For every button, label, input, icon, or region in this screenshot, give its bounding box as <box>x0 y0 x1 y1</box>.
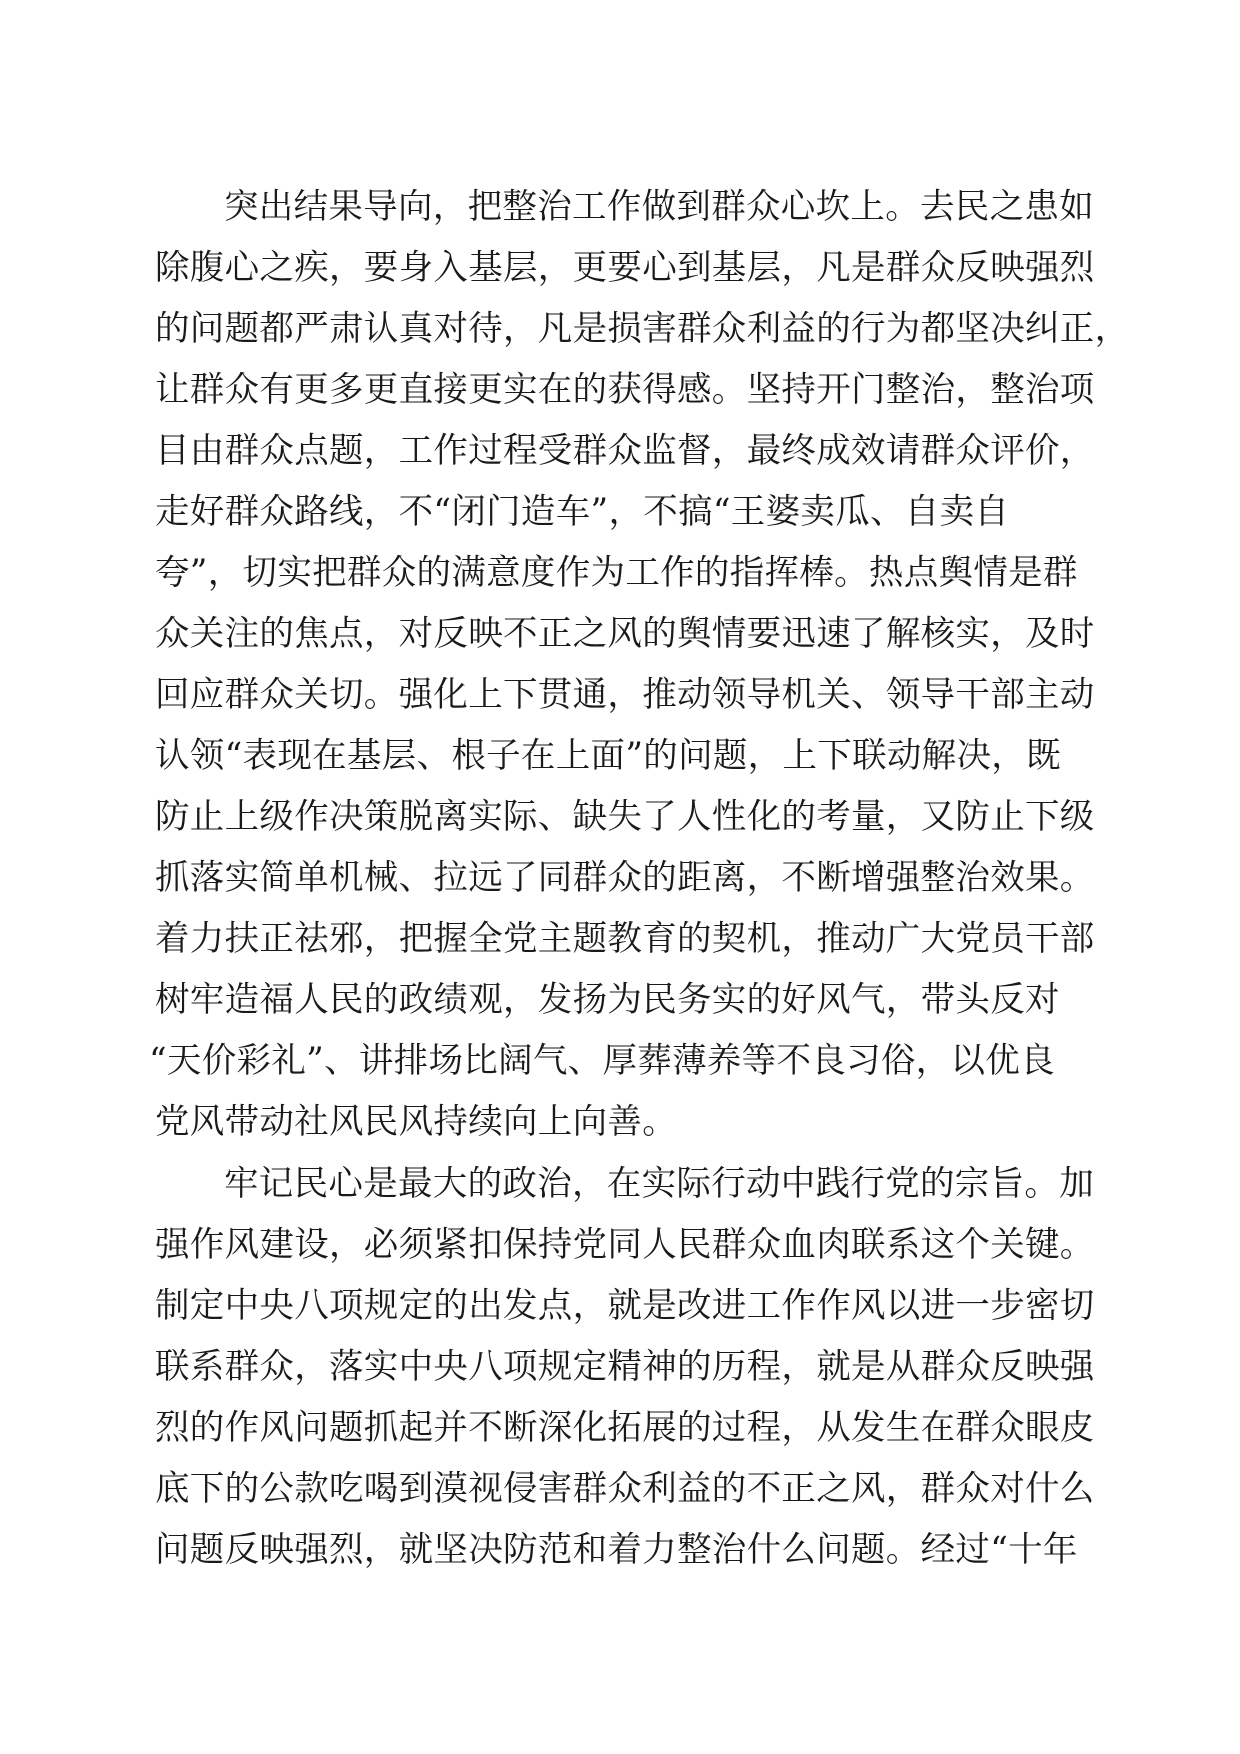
paragraph-2-line-5: 烈的作风问题抓起并不断深化拓展的过程，从发生在群众眼皮 <box>155 1408 1095 1448</box>
paragraph-1-line-16: 党风带动社风民风持续向上向善。 <box>155 1102 677 1142</box>
paragraph-1-line-11: 防止上级作决策脱离实际、缺失了人性化的考量，又防止下级 <box>155 797 1095 837</box>
paragraph-2-line-2: 强作风建设，必须紧扣保持党同人民群众血肉联系这个关键。 <box>155 1225 1095 1265</box>
body-text <box>149 187 1130 1591</box>
paragraph-1-line-2: 除腹心之疾，要身入基层，更要心到基层，凡是群众反映强烈 <box>155 248 1095 288</box>
paragraph-1-line-6: 走好群众路线，不“闭门造车”，不搞“王婆卖瓜、自卖自 <box>155 492 1010 532</box>
paragraph-2-line-3: 制定中央八项规定的出发点，就是改进工作作风以进一步密切 <box>155 1286 1095 1326</box>
paragraph-1-line-10: 认领“表现在基层、根子在上面”的问题，上下联动解决，既 <box>155 736 1061 776</box>
paragraph-2-line-4: 联系群众，落实中央八项规定精神的历程，就是从群众反映强 <box>155 1347 1095 1387</box>
paragraph-1-line-8: 众关注的焦点，对反映不正之风的舆情要迅速了解核实，及时 <box>155 614 1095 654</box>
paragraph-1-line-3: 的问题都严肃认真对待，凡是损害群众利益的行为都坚决纠正， <box>155 309 1130 349</box>
paragraph-1-line-9: 回应群众关切。强化上下贯通，推动领导机关、领导干部主动 <box>155 675 1095 715</box>
paragraph-2-line-7: 问题反映强烈，就坚决防范和着力整治什么问题。经过“十年 <box>155 1530 1078 1570</box>
paragraph-1-line-5: 目由群众点题，工作过程受群众监督，最终成效请群众评价， <box>155 431 1095 471</box>
paragraph-1-line-13: 着力扶正祛邪，把握全党主题教育的契机，推动广大党员干部 <box>155 919 1095 959</box>
paragraph-1-line-1: 突出结果导向，把整治工作做到群众心坎上。去民之患如 <box>224 187 1094 227</box>
paragraph-1-line-4: 让群众有更多更直接更实在的获得感。坚持开门整治，整治项 <box>155 370 1095 410</box>
paragraph-1-line-15: “天价彩礼”、讲排场比阔气、厚葬薄养等不良习俗，以优良 <box>149 1041 1055 1081</box>
paragraph-2-line-1: 牢记民心是最大的政治，在实际行动中践行党的宗旨。加 <box>224 1164 1094 1204</box>
paragraph-2-line-6: 底下的公款吃喝到漠视侵害群众利益的不正之风，群众对什么 <box>155 1469 1095 1509</box>
paragraph-1-line-7: 夸”，切实把群众的满意度作为工作的指挥棒。热点舆情是群 <box>155 553 1078 593</box>
paragraph-1-line-14: 树牢造福人民的政绩观，发扬为民务实的好风气，带头反对 <box>155 980 1060 1020</box>
paragraph-1-line-12: 抓落实简单机械、拉远了同群众的距离，不断增强整治效果。 <box>155 858 1095 898</box>
